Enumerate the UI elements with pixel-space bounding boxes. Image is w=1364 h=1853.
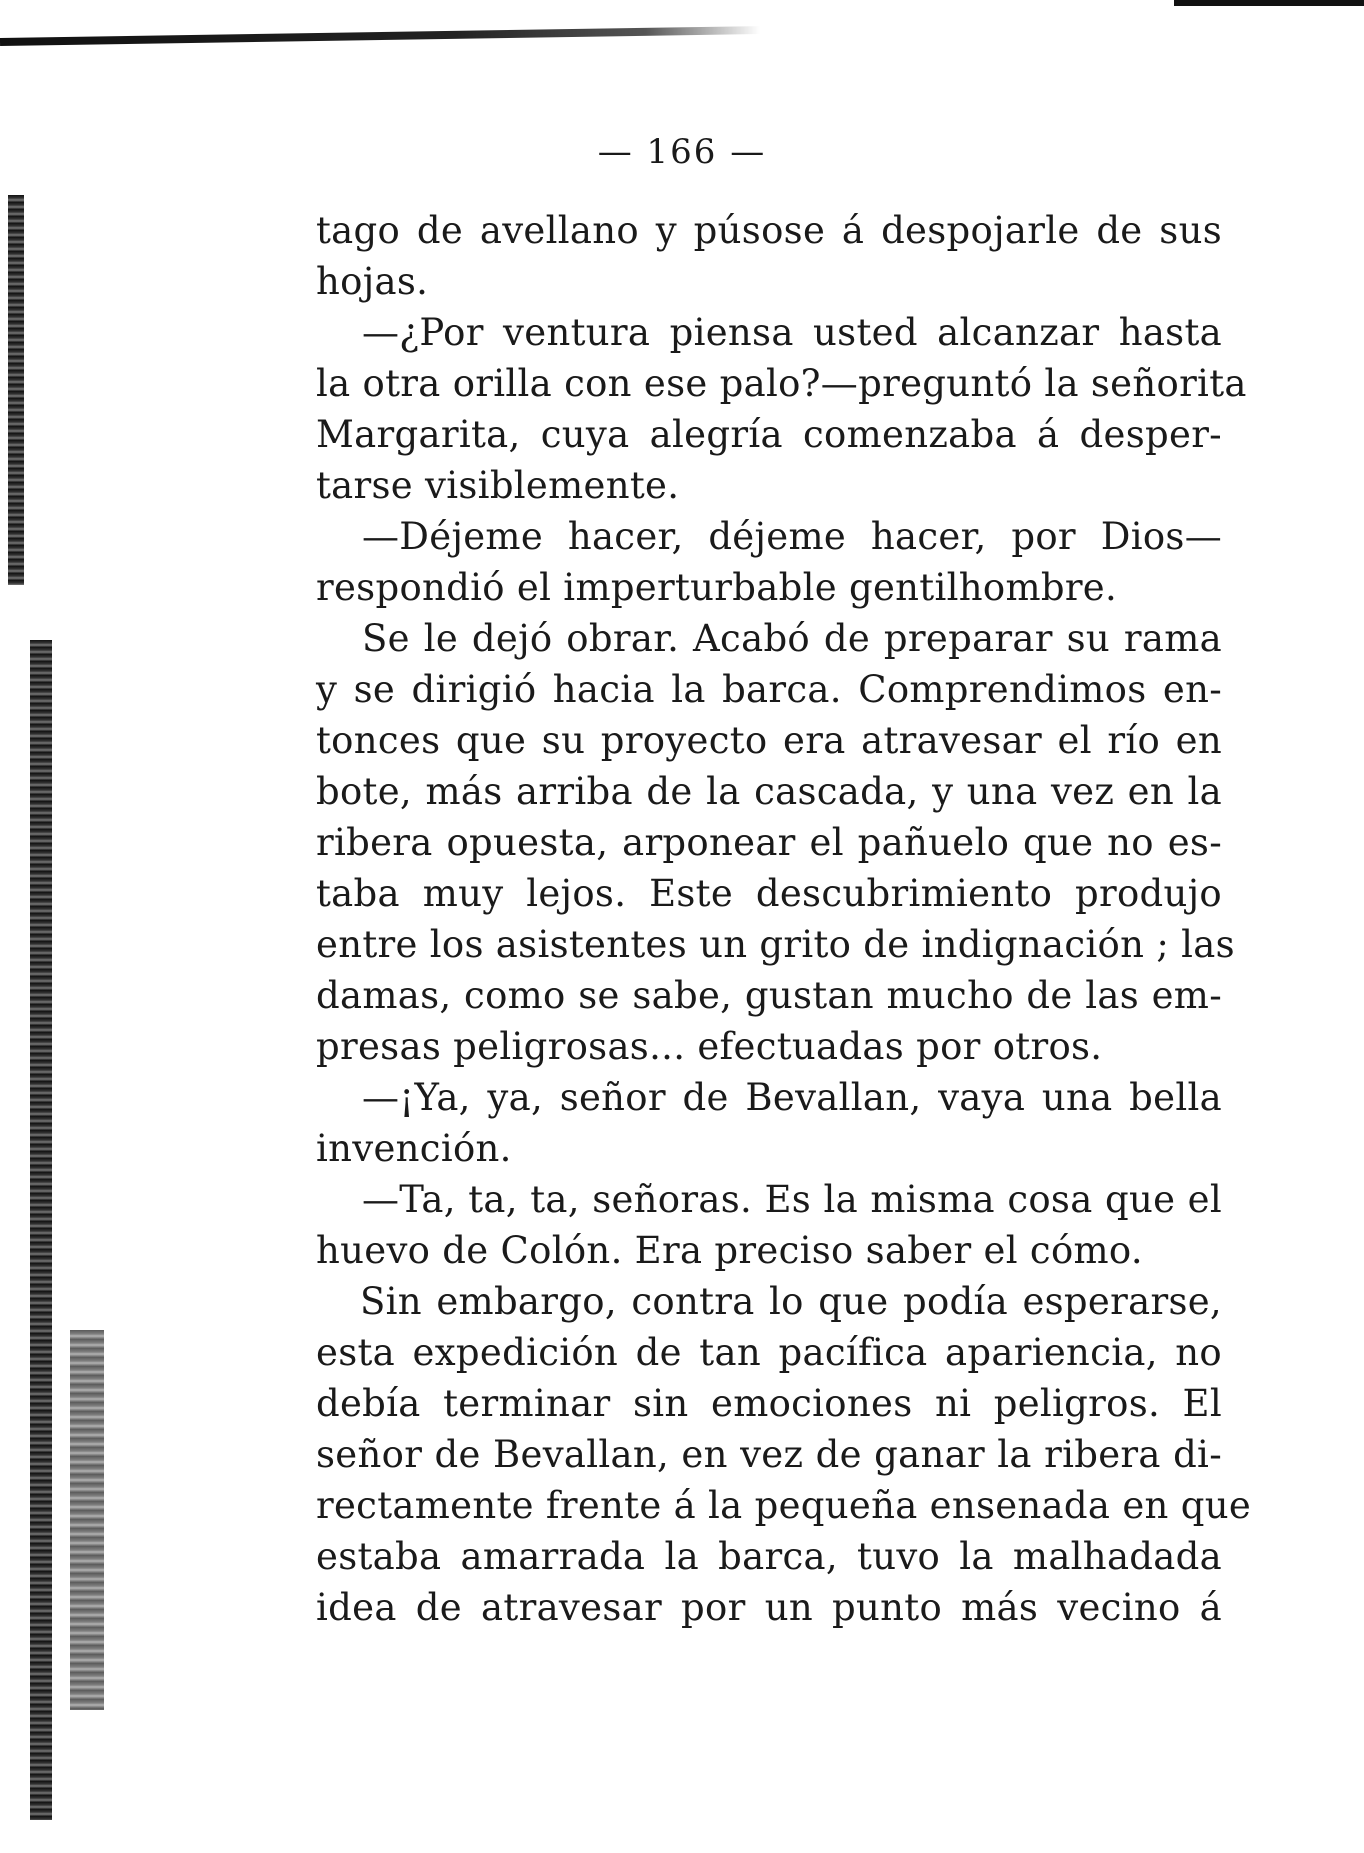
text-line: taba muy lejos. Este descubrimiento produjo xyxy=(316,872,1222,915)
text-line: idea de atravesar por un punto más vecino á xyxy=(316,1586,1222,1629)
text-line: invención. xyxy=(316,1127,512,1170)
text-line: —Ta, ta, ta, señoras. Es la misma cosa que el xyxy=(362,1178,1222,1221)
text-line: respondió el imperturbable gentilhombre. xyxy=(316,566,1118,609)
text-line: rectamente frente á la pequeña ensenada en que xyxy=(316,1484,1252,1527)
text-line: esta expedición de tan pacífica apariencia, no xyxy=(316,1331,1222,1374)
text-line: estaba amarrada la barca, tuvo la malhadada xyxy=(316,1535,1222,1578)
text-line: huevo de Colón. Era preciso saber el cómo. xyxy=(316,1229,1143,1272)
text-line: bote, más arriba de la cascada, y una vez en la xyxy=(316,770,1222,813)
text-line: tago de avellano y púsose á despojarle de sus xyxy=(316,209,1222,252)
text-line: entre los asistentes un grito de indignación ; las xyxy=(316,923,1235,966)
text-line: —Déjeme hacer, déjeme hacer, por Dios— xyxy=(362,515,1222,558)
text-line: Margarita, cuya alegría comenzaba á desper- xyxy=(316,413,1222,456)
text-line: —¡Ya, ya, señor de Bevallan, vaya una bella xyxy=(362,1076,1222,1119)
scan-edge-shadow-upper xyxy=(8,195,24,585)
text-line: señor de Bevallan, en vez de ganar la ribera di- xyxy=(316,1433,1222,1476)
scan-edge-shadow-inner xyxy=(70,1330,104,1710)
text-line: debía terminar sin emociones ni peligros. El xyxy=(316,1382,1222,1425)
scan-edge-shadow-lower xyxy=(30,640,52,1820)
text-line: —¿Por ventura piensa usted alcanzar hasta xyxy=(362,311,1222,354)
text-line: Sin embargo, contra lo que podía esperarse, xyxy=(360,1280,1222,1323)
text-line: damas, como se sabe, gustan mucho de las em- xyxy=(316,974,1222,1017)
text-line: presas peligrosas... efectuadas por otros. xyxy=(316,1025,1103,1068)
text-line: y se dirigió hacia la barca. Comprendimos en- xyxy=(316,668,1222,711)
text-line: Se le dejó obrar. Acabó de preparar su rama xyxy=(362,617,1222,660)
text-line: tarse visiblemente. xyxy=(316,464,680,507)
text-line: hojas. xyxy=(316,260,429,303)
text-line: tonces que su proyecto era atravesar el río en xyxy=(316,719,1222,762)
text-line: la otra orilla con ese palo?—preguntó la señorita xyxy=(316,362,1247,405)
scan-border-line-top-right xyxy=(1174,0,1364,6)
page-body-text xyxy=(316,205,1252,1633)
page-number: — 166 — xyxy=(597,132,767,172)
scan-border-line-top-left xyxy=(0,26,760,46)
text-line: ribera opuesta, arponear el pañuelo que no es- xyxy=(316,821,1222,864)
